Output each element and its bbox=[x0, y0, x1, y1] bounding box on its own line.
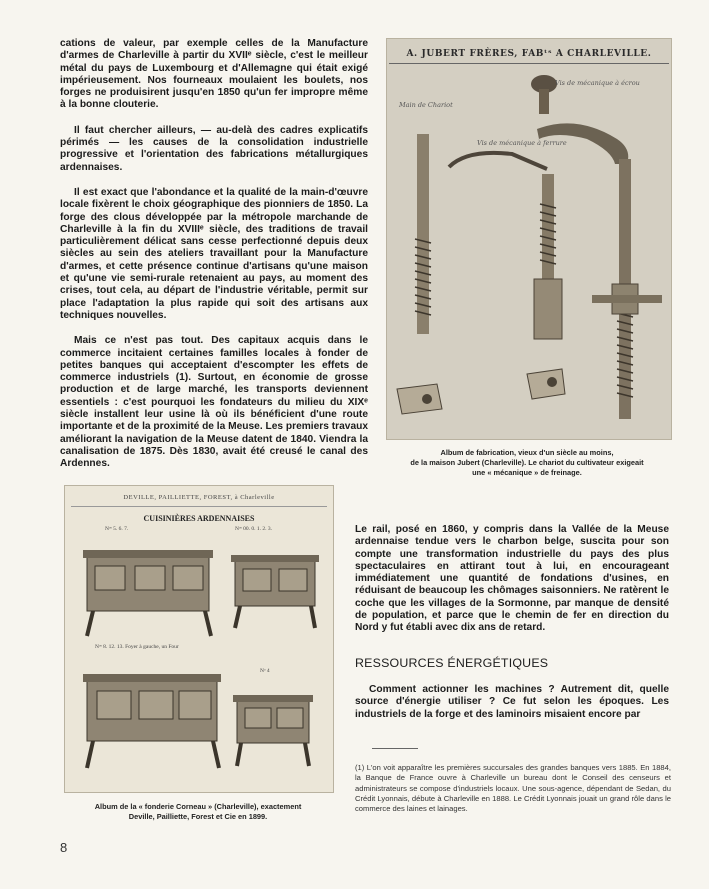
handwritten-label: Main de Chariot bbox=[399, 101, 453, 109]
right-column-text-continued bbox=[355, 684, 669, 734]
paragraph: Mais ce n'est pas tout. Des capitaux acquis dans le commerce incitaient certaines familles locales à fonder de petites banques qui acceptaient d'escompter les effets de commerce industriels (1). Surtout, en économie de grosse production et de large marché, les transports deviennent essentiels : c'est pourquoi les fondateurs du milieu du XIXᵉ siècle installent leur usine là où ils bénéficient d'une route importante et de la proximité de la Meuse. Les premiers travaux améliorant la navigation de la Meuse datent de 1840. Viendra la canalisation de 1875. Dès 1830, avait été creusé le canal des Ardennes. bbox=[60, 335, 368, 470]
catalogue-note: Nᵒˢ 8. 12. 13. Foyer à gauche, un Four bbox=[95, 644, 179, 650]
caption-line: Album de fabrication, vieux d'un siècle au moins, bbox=[440, 448, 614, 457]
paragraph: Il est exact que l'abondance et la qualité de la main-d'œuvre locale fixèrent le choix géographique des pionniers de 1850. La forge des clous développée par la métropole marchande de Charleville à la fin du XVIIIᵉ siècle, des traditions de travail particulièrement délicat sans cesse perfectionné depuis deux siècles au sein des ateliers travaillant pour la Manufacture d'armes, et cette présence continue d'artisans qu'une maison et qu'une vie semi-rurale retenaient au pays, au moment des crises, tout cela, au départ de l'industrie véritable, permit sur place l'adaptation la plus rapide qui soit des artisans aux techniques nouvelles. bbox=[60, 186, 368, 321]
catalogue-title: CUISINIÈRES ARDENNAISES bbox=[143, 514, 255, 523]
paragraph: Il faut chercher ailleurs, — au-delà des cadres explicatifs périmés — les causes de la consolidation industrielle progressive et l'orientation des fabrications métallurgiques ardennaises. bbox=[60, 124, 368, 173]
caption-line: une « mécanique » de freinage. bbox=[472, 468, 582, 477]
handwritten-label: Vis de mécanique à écrou bbox=[555, 79, 640, 87]
caption-line: Album de la « fonderie Corneau » (Charleville), exactement bbox=[94, 802, 302, 811]
stove-catalogue-illustration bbox=[64, 485, 334, 793]
footnote: (1) L'on voit apparaître les premières succursales des grandes banques vers 1885. En 1884, la Banque de France ouvre à Charleville un bureau dont le Conseil des censeurs et administrateurs se compose d'industriels locaux. Une sous-agence, dépendant de Sedan, du Crédit Lyonnais, débute à Charleville en 1888. Le Crédit Lyonnais jouait un grand rôle dans le commerce des laines et lainages. bbox=[355, 763, 671, 814]
mechanism-drawing bbox=[387, 39, 671, 439]
figure-title: A. JUBERT FRÈRES, FABᵗˢ A CHARLEVILLE. bbox=[406, 49, 652, 59]
paragraph: Le rail, posé en 1860, y compris dans la Vallée de la Meuse ardennaise tendue vers le charbon belge, suscita pour son compte une transformation industrielle du pays des plus spectaculaires en attirant tout à lui, en encourageant immédiatement une quantité de fondations d'usines, en réduisant de beaucoup les chômages saisonniers. Ne ratèrent le coche que les villages de la Sormonne, par manque de densité de population, et parce que le chemin de fer en direction du Nord y fut établi avec dix ans de retard. bbox=[355, 524, 669, 634]
paragraph: cations de valeur, par exemple celles de la Manufacture d'armes de Charleville à partir du XVIIᵉ siècle, c'est le meilleur métal du pays de Luxembourg et d'Allemagne qui était exigé impérieusement. Nos fourneaux moulaient les boulets, nos forges ne produisirent jusqu'en 1850 qu'un fer impropre même à la bonne clouterie. bbox=[60, 38, 368, 111]
handwritten-label: Vis de mécanique à ferrure bbox=[477, 139, 567, 147]
footnote-rule bbox=[372, 748, 418, 749]
brake-mechanism-illustration bbox=[386, 38, 672, 440]
figure-caption-top bbox=[380, 448, 674, 478]
caption-line: Deville, Pailliette, Forest et Cie en 1899. bbox=[128, 812, 268, 821]
page-number: 8 bbox=[60, 840, 68, 855]
catalogue-header: DEVILLE, PAILLIETTE, FOREST, à Charleville bbox=[123, 494, 275, 501]
paragraph: Comment actionner les machines ? Autrement dit, quelle source d'énergie utiliser ? Ce fut selon les époques. Les industriels de la forge et des laminoirs misaient encore par bbox=[355, 684, 669, 720]
catalogue-note: Nᵒ 4 bbox=[260, 668, 270, 674]
stoves-drawing bbox=[65, 486, 333, 792]
caption-line: de la maison Jubert (Charleville). Le chariot du cultivateur exigeait bbox=[410, 458, 644, 467]
section-heading: RESSOURCES ÉNERGÉTIQUES bbox=[355, 656, 549, 670]
catalogue-note: Nᵒˢ 00. 0. 1. 2. 3. bbox=[235, 526, 272, 532]
left-column-text bbox=[60, 38, 368, 484]
figure-caption-bottom bbox=[64, 802, 332, 822]
right-column-text bbox=[355, 524, 669, 648]
catalogue-note: Nᵒˢ 5. 6. 7. bbox=[105, 526, 129, 532]
